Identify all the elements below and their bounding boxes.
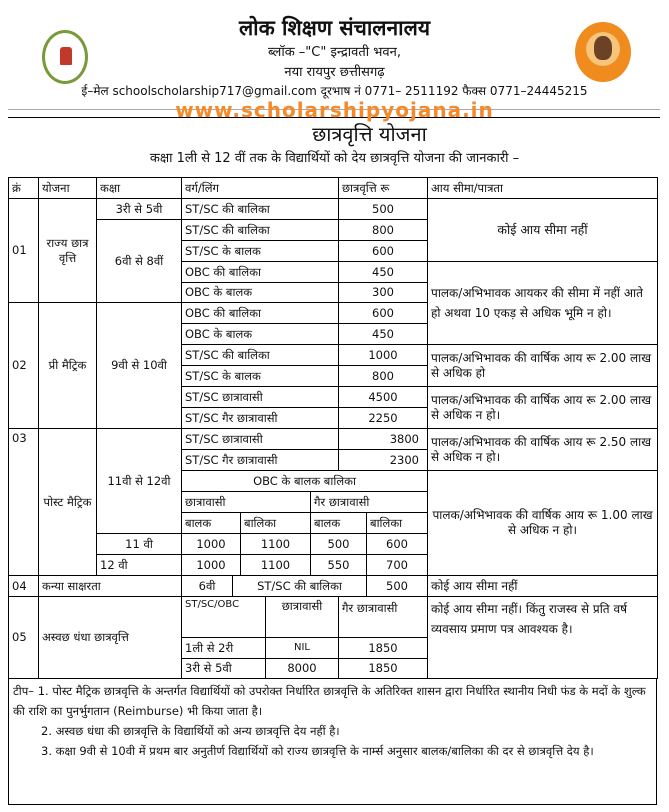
non-hostel-subheader: गैर छात्रावासी	[338, 596, 428, 638]
category-cell: ST/SC की बालिका	[181, 198, 339, 220]
amount-cell: 700	[366, 554, 428, 576]
category-cell: ST/SC की बालिका	[181, 219, 339, 241]
boy-subheader: बालक	[181, 512, 241, 534]
eligibility-cell: कोई आय सीमा नहीं। किंतु राजस्व से प्रति वर्ष व्यवसाय प्रमाण पत्र आवश्यक है।	[427, 596, 658, 679]
class-range: 6वी	[181, 575, 233, 597]
class-range: 9वी से 10वी	[96, 302, 182, 429]
category-cell: ST/SC के बालक	[181, 365, 339, 387]
eligibility-cell: कोई आय सीमा नहीं	[427, 575, 658, 597]
scheme-name: अस्वछ धंधा छात्रवृत्ति	[38, 596, 182, 679]
category-cell: ST/SC/OBC	[181, 596, 266, 638]
amount-cell: 550	[310, 554, 367, 576]
non-hostel-subheader: गैर छात्रावासी	[310, 491, 428, 513]
amount-cell: 600	[338, 302, 428, 324]
section-no: 05	[8, 596, 39, 679]
eligibility-cell: कोई आय सीमा नहीं	[427, 198, 658, 262]
eligibility-cell: पालक/अभिभावक की वार्षिक आय रू 2.00 लाख से अधिक न हो।	[427, 386, 658, 429]
contact-line: ई–मेल schoolscholarship717@gmail.com दूरभाष नं 0771– 2511192 फैक्स 0771–24445215	[81, 84, 588, 98]
scheme-name: राज्य छात्र वृत्ति	[38, 198, 97, 303]
amount-cell: 2300	[338, 449, 428, 471]
note-2: 2. अस्वछ धंधा की छात्रवृत्ति के विद्यार्थियों को अन्य छात्रवृत्ति देय नहीं है।	[41, 724, 340, 738]
address-line-2: नया रायपुर छत्तीसगढ़	[284, 65, 385, 80]
amount-cell: 4500	[338, 386, 428, 408]
obc-subheader: OBC के बालक बालिका	[181, 470, 428, 492]
col-header-class: कक्षा	[96, 177, 182, 199]
category-cell: ST/SC की बालिका	[232, 575, 367, 597]
amount-cell: 800	[338, 365, 428, 387]
eligibility-cell: पालक/अभिभावक आयकर की सीमा में नहीं आते हो अथवा 10 एकड़ से अधिक भूमि न हो।	[427, 261, 658, 345]
watermark-link[interactable]: www.scholarshipyojana.in	[175, 98, 494, 122]
amount-cell: 1000	[338, 344, 428, 366]
col-header-eligibility: आय सीमा/पात्रता	[427, 177, 658, 199]
scheme-name: पोस्ट मैट्रिक	[38, 428, 97, 576]
obc-class: 12 वी	[96, 554, 182, 576]
amount-cell: 300	[338, 282, 428, 303]
category-cell: ST/SC की बालिका	[181, 344, 339, 366]
section-no: 01	[8, 198, 39, 303]
class-range: 3री से 5वी	[181, 658, 266, 679]
boy-subheader: बालक	[310, 512, 367, 534]
category-cell: OBC की बालिका	[181, 302, 339, 324]
amount-cell: 1100	[240, 533, 311, 555]
category-cell: ST/SC के बालक	[181, 240, 339, 262]
eligibility-cell: पालक/अभिभावक की वार्षिक आय रू 2.50 लाख से अधिक न हो।	[427, 428, 658, 471]
col-header-no: क्रं	[8, 177, 39, 199]
section-no: 03	[8, 428, 39, 576]
note-3: 3. कक्षा 9वी से 10वी में प्रथम बार अनुतीर्ण विद्यार्थियों को राज्य छात्रवृत्ति के नार्म्स अनुसार बालक/बालिका की दर से छात्रवृत्ति देय है।	[41, 744, 594, 758]
org-name: लोक शिक्षण संचालनालय	[238, 16, 431, 40]
section-no: 04	[8, 575, 39, 597]
class-range: 3री से 5वी	[96, 198, 182, 220]
amount-cell: 450	[338, 323, 428, 345]
amount-cell: 1100	[240, 554, 311, 576]
category-cell: OBC के बालक	[181, 282, 339, 303]
amount-cell: 1850	[338, 658, 428, 679]
amount-cell: 800	[338, 219, 428, 241]
hostel-subheader: छात्रावासी	[265, 596, 339, 638]
class-range: 11वी से 12वी	[96, 428, 182, 534]
notes-box	[8, 678, 657, 805]
obc-class: 11 वी	[96, 533, 182, 555]
hostel-subheader: छात्रावासी	[181, 491, 311, 513]
eligibility-cell: पालक/अभिभावक की वार्षिक आय रू 2.00 लाख से अधिक हो	[427, 344, 658, 387]
amount-cell: 500	[310, 533, 367, 555]
eligibility-cell: पालक/अभिभावक की वार्षिक आय रू 1.00 लाख से अधिक न हो।	[427, 470, 658, 576]
address-line-1: ब्लॉक –"C" इन्द्रावती भवन,	[268, 45, 401, 60]
scheme-name: प्री मैट्रिक	[38, 302, 97, 429]
scheme-name: कन्या साक्षरता	[38, 575, 182, 597]
amount-cell: 500	[366, 575, 428, 597]
class-range: 1ली से 2री	[181, 637, 266, 659]
amount-cell: 500	[338, 198, 428, 220]
section-no: 02	[8, 302, 39, 429]
page-subtitle: कक्षा 1ली से 12 वीं तक के विद्यार्थियों को देय छात्रवृत्ति योजना की जानकारी –	[149, 151, 520, 166]
category-cell: ST/SC छात्रावासी	[181, 386, 339, 408]
note-1: टीप– 1. पोस्ट मैट्रिक छात्रवृत्ति के अन्तर्गत विद्यार्थियों को उपरोक्त निर्धारित छात्रवृत्ति के अतिरिक्त शासन द्वारा निर्धारित स्थानीय निधी फंड के मदों के शुल्क की राशि का पुनर्भुगतान (Reimburse) भी किया जाता है।	[13, 684, 646, 718]
amount-cell: 2250	[338, 407, 428, 429]
col-header-amount: छात्रवृत्ति रू	[338, 177, 428, 199]
category-cell: OBC की बालिका	[181, 261, 339, 283]
amount-cell: 450	[338, 261, 428, 283]
page-title: छात्रवृत्ति योजना	[312, 122, 427, 146]
amount-cell: 1850	[338, 637, 428, 659]
category-cell: ST/SC गैर छात्रावासी	[181, 449, 339, 471]
amount-cell: 8000	[265, 658, 339, 679]
amount-cell: 1000	[181, 554, 241, 576]
amount-cell: 600	[338, 240, 428, 262]
amount-cell: 1000	[181, 533, 241, 555]
category-cell: ST/SC गैर छात्रावासी	[181, 407, 339, 429]
category-cell: ST/SC छात्रावासी	[181, 428, 339, 450]
category-cell: OBC के बालक	[181, 323, 339, 345]
col-header-scheme: योजना	[38, 177, 97, 199]
amount-cell: 3800	[338, 428, 428, 450]
amount-cell: NIL	[265, 637, 339, 659]
amount-cell: 600	[366, 533, 428, 555]
girl-subheader: बालिका	[240, 512, 311, 534]
class-range: 6वी से 8वीं	[96, 219, 182, 303]
col-header-category: वर्ग/लिंग	[181, 177, 339, 199]
girl-subheader: बालिका	[366, 512, 428, 534]
